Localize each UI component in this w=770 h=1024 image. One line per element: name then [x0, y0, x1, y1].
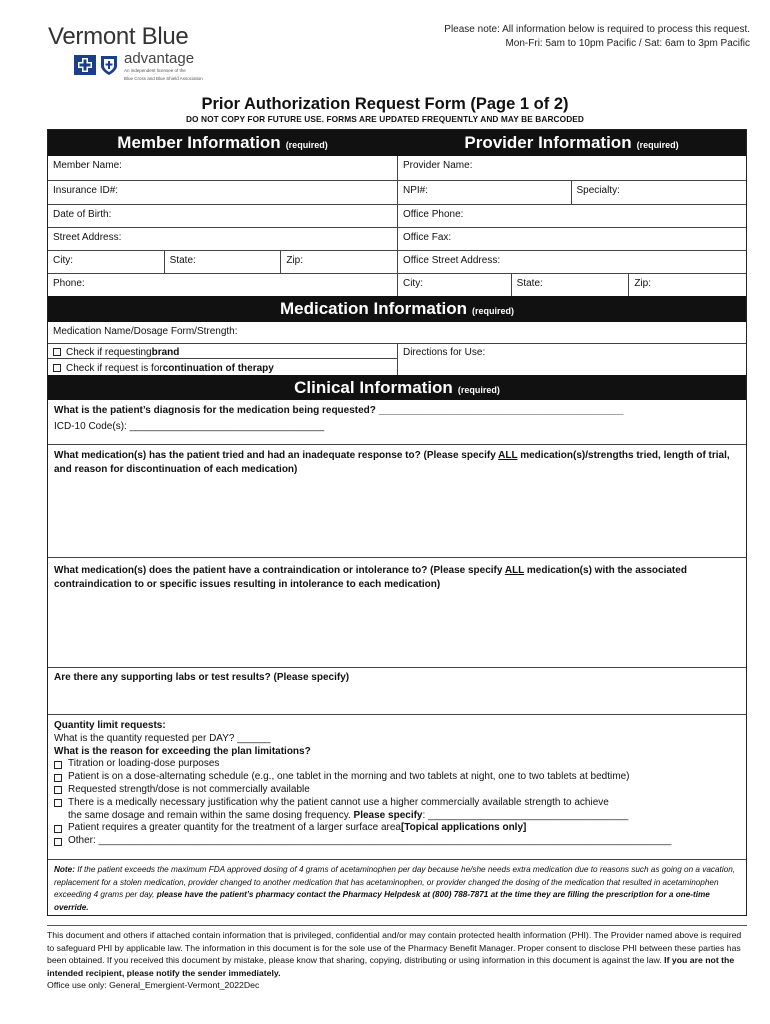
- member-zip-field[interactable]: Zip:: [280, 251, 397, 273]
- tried-medications-section[interactable]: What medication(s) has the patient tried and had an inadequate response to? (Please specify ALL medication(s)/strengths tried, length of trial, and reason for discontinuation of each medication): [48, 444, 746, 557]
- ql-option-not-available[interactable]: Requested strength/dose is not commercially available: [54, 784, 740, 797]
- brand-name: Vermont Blue: [48, 23, 189, 50]
- member-name-field[interactable]: Member Name:: [53, 160, 122, 171]
- member-provider-header: [48, 130, 746, 156]
- clinical-heading: Clinical Information: [294, 377, 453, 397]
- notice-line-2: Mon-Fri: 5am to 10pm Pacific / Sat: 6am to 3pm Pacific: [505, 37, 750, 49]
- check-continuation[interactable]: Check if request is for continuation of therapy: [48, 359, 397, 375]
- checkbox[interactable]: [54, 761, 62, 769]
- medication-header: [48, 296, 746, 322]
- brand-logo: [48, 24, 258, 84]
- footer: [47, 925, 747, 992]
- ql-option-titration[interactable]: Titration or loading-dose purposes: [54, 758, 740, 771]
- office-fax-field[interactable]: Office Fax:: [397, 228, 746, 250]
- brand-checkbox[interactable]: [53, 348, 61, 356]
- ql-per-day[interactable]: What is the quantity requested per DAY? ______: [54, 732, 271, 744]
- labs-section[interactable]: Are there any supporting labs or test results? (Please specify): [48, 667, 746, 714]
- provider-name-field[interactable]: Provider Name:: [397, 156, 746, 180]
- blue-cross-icon: [74, 55, 96, 75]
- diagnosis-question: What is the patient’s diagnosis for the medication being requested? ____________________________________________: [54, 405, 624, 416]
- provider-state-field[interactable]: State:: [511, 274, 629, 296]
- ql-option-other[interactable]: Other: _______________________________________________________________________________________________________: [54, 835, 740, 848]
- quantity-limit-section: [48, 714, 746, 859]
- check-brand[interactable]: Check if requesting brand: [48, 344, 397, 359]
- office-phone-field[interactable]: Office Phone:: [397, 205, 746, 227]
- member-city-field[interactable]: City:: [53, 255, 73, 266]
- provider-required: (required): [636, 140, 679, 150]
- street-address-field[interactable]: Street Address:: [53, 232, 122, 243]
- checkbox[interactable]: [54, 838, 62, 846]
- member-heading: Member Information: [117, 133, 281, 152]
- brand-sub: advantage: [124, 50, 195, 67]
- checkbox[interactable]: [54, 799, 62, 807]
- provider-heading: Provider Information: [464, 133, 632, 152]
- provider-zip-field[interactable]: Zip:: [628, 274, 746, 296]
- member-state-field[interactable]: State:: [164, 251, 281, 273]
- office-street-field[interactable]: Office Street Address:: [397, 251, 746, 273]
- page-subtitle: DO NOT COPY FOR FUTURE USE. FORMS ARE UPDATED FREQUENTLY AND MAY BE BARCODED: [185, 114, 585, 124]
- page-title: Prior Authorization Request Form (Page 1 of 2): [201, 95, 569, 113]
- office-use-line: Office use only: General_Emergient-Vermont_2022Dec: [47, 980, 260, 991]
- specialty-field[interactable]: Specialty:: [571, 181, 747, 204]
- member-phone-field[interactable]: Phone:: [53, 278, 85, 289]
- ql-reason-heading: What is the reason for exceeding the plan limitations?: [54, 745, 311, 757]
- clinical-header: [48, 375, 746, 400]
- medication-name-field[interactable]: Medication Name/Dosage Form/Strength:: [53, 326, 238, 337]
- provider-city-field[interactable]: City:: [397, 274, 511, 296]
- notice-line-1: Please note: All information below is required to process this request.: [444, 24, 750, 35]
- checkbox[interactable]: [54, 786, 62, 794]
- ql-option-alternating[interactable]: Patient is on a dose-alternating schedule (e.g., one tablet in the morning and two tablets at night, one to two tablets at bedtime): [54, 771, 740, 784]
- insurance-id-field[interactable]: Insurance ID#:: [53, 185, 119, 196]
- authorization-form: [47, 129, 747, 916]
- blue-shield-icon: [100, 55, 118, 76]
- brand-fine-2: Blue Cross and Blue Shield Association: [124, 76, 203, 81]
- confidentiality-notice: This document and others if attached contain information that is privileged, confidential and/or may contain protected health information (PHI). The Provider named above is required to safeguard PHI by applicable law. The information in this document is for the sole use of the Pharmacy Benefit Manager. Proper consent to disclose PHI between these parties has been obtained. If you received this document by mistake, please know that sharing, copying, distributing or using information in this document is against the law. If you are not the intended recipient, please notify the sender immediately.: [47, 930, 742, 978]
- clinical-required: (required): [457, 384, 500, 395]
- medication-required: (required): [471, 306, 514, 316]
- ql-heading: Quantity limit requests:: [54, 720, 166, 731]
- diagnosis-section[interactable]: [48, 400, 746, 444]
- contraindication-section[interactable]: What medication(s) does the patient have a contraindication or intolerance to? (Please specify ALL medication(s) with the associated contraindication to or specific issues resulting in intolerance to each medication): [48, 557, 746, 667]
- checkbox[interactable]: [54, 774, 62, 782]
- medication-heading: Medication Information: [279, 299, 467, 318]
- dob-field[interactable]: Date of Birth:: [53, 209, 112, 220]
- checkbox[interactable]: [54, 825, 62, 833]
- directions-field[interactable]: Directions for Use:: [397, 344, 746, 375]
- icd10-line: ICD-10 Code(s): ___________________________________: [54, 421, 325, 432]
- npi-field[interactable]: NPI#:: [397, 181, 571, 204]
- continuation-checkbox[interactable]: [53, 364, 61, 372]
- member-required: (required): [285, 140, 328, 150]
- ql-option-justification-cont: the same dosage and remain within the same dosing frequency. Please specify: ____________________________________: [68, 809, 629, 821]
- acetaminophen-note: Note: If the patient exceeds the maximum FDA approved dosing of 4 grams of acetaminophen per day because he/she needs extra medication due to reasons such as going on a vacation, replacement for a stolen medication, provider changed to another medication that has acetaminophen, or provider changed the dosing of the medication that resulted in acetaminophen exceeding 4 grams per day, please have the patient’s pharmacy contact the Pharmacy Helpdesk at (800) 788-7871 at the time they are filling the prescription for a one-time override.: [48, 859, 746, 915]
- ql-option-justification[interactable]: There is a medically necessary justification why the patient cannot use a higher commercially available strength to achieve: [54, 797, 740, 810]
- ql-option-surface-area[interactable]: Patient requires a greater quantity for the treatment of a larger surface area [Topical applications only]: [54, 822, 740, 835]
- brand-fine-1: An independent licensee of the: [124, 68, 186, 73]
- notice: [444, 23, 750, 50]
